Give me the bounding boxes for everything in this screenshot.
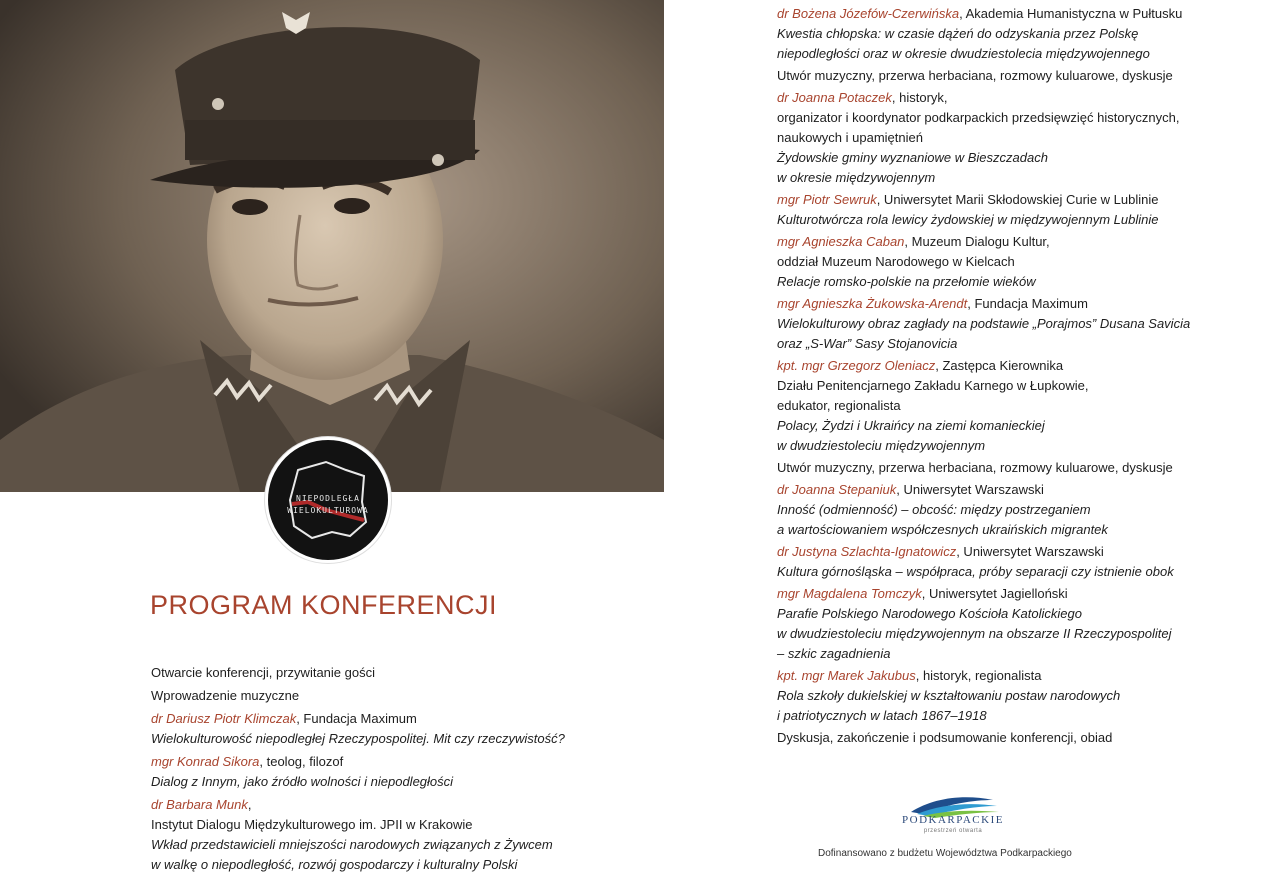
entry-text: , Uniwersytet Warszawski — [896, 482, 1044, 497]
entry-line — [777, 272, 1050, 292]
talk-title: Rola szkoły dukielskiej w kształtowaniu postaw narodowych — [777, 688, 1121, 703]
speaker-name: mgr Konrad Sikora — [151, 754, 260, 769]
speaker-name: dr Justyna Szlachta-Ignatowicz — [777, 544, 957, 559]
speaker-name: kpt. mgr Marek Jakubus — [777, 668, 916, 683]
entry-content — [777, 190, 1158, 230]
entry-line — [777, 666, 1120, 686]
entry-line — [777, 416, 1088, 436]
speaker-name: mgr Magdalena Tomczyk — [777, 586, 922, 601]
talk-title: Inność (odmienność) – obcość: między postrzeganiem — [777, 502, 1091, 517]
entry-content — [777, 232, 1050, 292]
talk-title: Wielokulturowość niepodległej Rzeczypospolitej. Mit czy rzeczywistość? — [151, 731, 565, 746]
talk-title: Kulturotwórcza rola lewicy żydowskiej w międzywojennym Lublinie — [777, 212, 1159, 227]
talk-title: Parafie Polskiego Narodowego Kościoła Katolickiego — [777, 606, 1082, 621]
entry-text: , Fundacja Maximum — [967, 296, 1088, 311]
entry-line — [777, 520, 1108, 540]
funding-note: Dofinansowano z budżetu Województwa Podkarpackiego — [818, 848, 1072, 859]
entry-line — [151, 815, 553, 835]
entry-line — [777, 376, 1088, 396]
entry-content — [777, 666, 1120, 726]
entry-line — [151, 855, 553, 875]
talk-title: Wielokulturowy obraz zagłady na podstawie „Porajmos” Dusana Savicia — [777, 316, 1191, 331]
entry-line — [151, 686, 299, 706]
entry-line — [151, 835, 553, 855]
entry-text: , Muzeum Dialogu Kultur, — [904, 234, 1050, 249]
entry-line — [777, 210, 1158, 230]
talk-title: Polacy, Żydzi i Ukraińcy na ziemi komanieckiej — [777, 418, 1045, 433]
entry-text: , Zastępca Kierownika — [935, 358, 1064, 373]
entry-text: Wprowadzenie muzyczne — [151, 688, 300, 703]
entry-line — [777, 604, 1172, 624]
emblem-line2: WIELOKULTUROWA — [287, 506, 369, 515]
entry-content — [777, 88, 1179, 188]
entry-text: Utwór muzyczny, przerwa herbaciana, rozmowy kuluarowe, dyskusje — [777, 68, 1173, 83]
talk-title: i patriotycznych w latach 1867–1918 — [777, 708, 987, 723]
entry-text: , Uniwersytet Warszawski — [956, 544, 1104, 559]
entry-line — [777, 686, 1120, 706]
entry-line — [777, 436, 1088, 456]
entry-text: Działu Penitencjarnego Zakładu Karnego w Łupkowie, — [777, 378, 1089, 393]
entry-content — [777, 294, 1190, 354]
entry-line — [777, 480, 1108, 500]
entry-content — [151, 686, 299, 706]
entry-line — [777, 356, 1088, 376]
entry-line — [777, 88, 1179, 108]
speaker-name: dr Dariusz Piotr Klimczak — [151, 711, 297, 726]
entry-line — [777, 542, 1174, 562]
entry-line — [777, 706, 1120, 726]
niepodlegla-wielokulturowa-emblem — [265, 437, 391, 563]
entry-line — [777, 644, 1172, 664]
talk-title: w walkę o niepodległość, rozwój gospodarczy i kulturalny Polski — [151, 857, 518, 872]
entry-content — [777, 356, 1088, 456]
talk-title: w okresie międzywojennym — [777, 170, 936, 185]
talk-title: Żydowskie gminy wyznaniowe w Bieszczadach — [777, 150, 1048, 165]
entry-text: Utwór muzyczny, przerwa herbaciana, rozmowy kuluarowe, dyskusje — [777, 460, 1173, 475]
entry-line — [151, 772, 453, 792]
talk-title: Relacje romsko-polskie na przełomie wieków — [777, 274, 1036, 289]
entry-line — [777, 294, 1190, 314]
entry-text: edukator, regionalista — [777, 398, 901, 413]
entry-line — [777, 4, 1182, 24]
entry-text: organizator i koordynator podkarpackich przedsięwzięć historycznych, — [777, 110, 1180, 125]
entry-line — [151, 709, 565, 729]
emblem-line1: NIEPODLEGŁA — [296, 494, 360, 503]
entry-line — [777, 66, 1173, 86]
entry-line — [151, 752, 453, 772]
talk-title: Wkład przedstawicieli mniejszości narodowych związanych z Żywcem — [151, 837, 553, 852]
entry-content — [777, 542, 1174, 582]
entry-line — [777, 396, 1088, 416]
entry-line — [151, 729, 565, 749]
entry-line — [777, 584, 1172, 604]
entry-line — [777, 562, 1174, 582]
sponsor-name: PODKARPACKIE — [902, 814, 1004, 826]
entry-line — [777, 232, 1050, 252]
entry-line — [777, 108, 1179, 128]
talk-title: w dwudziestoleciu międzywojennym — [777, 438, 986, 453]
talk-title: niepodległości oraz w okresie dwudziestolecia międzywojennego — [777, 46, 1150, 61]
entry-line — [777, 728, 1112, 748]
entry-line — [777, 458, 1173, 478]
entry-line — [777, 334, 1190, 354]
entry-content — [777, 728, 1112, 748]
entry-line — [777, 624, 1172, 644]
entry-line — [777, 168, 1179, 188]
talk-title: w dwudziestoleciu międzywojennym na obszarze II Rzeczypospolitej — [777, 626, 1172, 641]
entry-text: , Fundacja Maximum — [296, 711, 417, 726]
soldier-portrait-photo — [0, 0, 664, 492]
entry-content — [777, 4, 1182, 64]
entry-text: Instytut Dialogu Międzykulturowego im. JPII w Krakowie — [151, 817, 473, 832]
entry-text: , Uniwersytet Jagielloński — [921, 586, 1068, 601]
speaker-name: dr Joanna Stepaniuk — [777, 482, 897, 497]
entry-line — [777, 128, 1179, 148]
entry-text: , historyk, regionalista — [915, 668, 1042, 683]
talk-title: Dialog z Innym, jako źródło wolności i niepodległości — [151, 774, 454, 789]
portrait-illustration — [0, 0, 664, 492]
entry-line — [777, 500, 1108, 520]
talk-title: a wartościowaniem współczesnych ukraińskich migrantek — [777, 522, 1108, 537]
entry-text: , Akademia Humanistyczna w Pułtusku — [959, 6, 1183, 21]
speaker-name: dr Joanna Potaczek — [777, 90, 892, 105]
entry-line — [777, 314, 1190, 334]
entry-text: , Uniwersytet Marii Skłodowskiej Curie w Lublinie — [876, 192, 1159, 207]
entry-line — [777, 190, 1158, 210]
entry-content — [777, 584, 1172, 664]
entry-text: , — [247, 797, 252, 812]
entry-text: oddział Muzeum Narodowego w Kielcach — [777, 254, 1015, 269]
talk-title: Kwestia chłopska: w czasie dążeń do odzyskania przez Polskę — [777, 26, 1139, 41]
entry-content — [777, 458, 1173, 478]
speaker-name: mgr Agnieszka Żukowska-Arendt — [777, 296, 968, 311]
entry-content — [777, 66, 1173, 86]
entry-line — [151, 795, 553, 815]
entry-text: , historyk, — [891, 90, 948, 105]
entry-content — [151, 752, 453, 792]
entry-content — [777, 480, 1108, 540]
entry-line — [777, 252, 1050, 272]
talk-title: – szkic zagadnienia — [777, 646, 891, 661]
entry-content — [151, 709, 565, 749]
entry-line — [777, 148, 1179, 168]
speaker-name: mgr Agnieszka Caban — [777, 234, 905, 249]
speaker-name: dr Bożena Józefów-Czerwińska — [777, 6, 960, 21]
entry-text: naukowych i upamiętnień — [777, 130, 923, 145]
speaker-name: dr Barbara Munk — [151, 797, 248, 812]
entry-text: Dyskusja, zakończenie i podsumowanie konferencji, obiad — [777, 730, 1113, 745]
entry-line — [151, 663, 375, 683]
speaker-name: mgr Piotr Sewruk — [777, 192, 877, 207]
talk-title: oraz „S-War” Sasy Stojanovicia — [777, 336, 958, 351]
entry-line — [777, 24, 1182, 44]
speaker-name: kpt. mgr Grzegorz Oleniacz — [777, 358, 936, 373]
sponsor-tagline: przestrzeń otwarta — [923, 828, 983, 834]
entry-text: , teolog, filozof — [259, 754, 344, 769]
entry-content — [151, 663, 375, 683]
entry-text: Otwarcie konferencji, przywitanie gości — [151, 665, 375, 680]
entry-content — [151, 795, 553, 875]
page-title: PROGRAM KONFERENCJI — [150, 590, 498, 620]
entry-line — [777, 44, 1182, 64]
talk-title: Kultura górnośląska – współpraca, próby separacji czy istnienie obok — [777, 564, 1174, 579]
